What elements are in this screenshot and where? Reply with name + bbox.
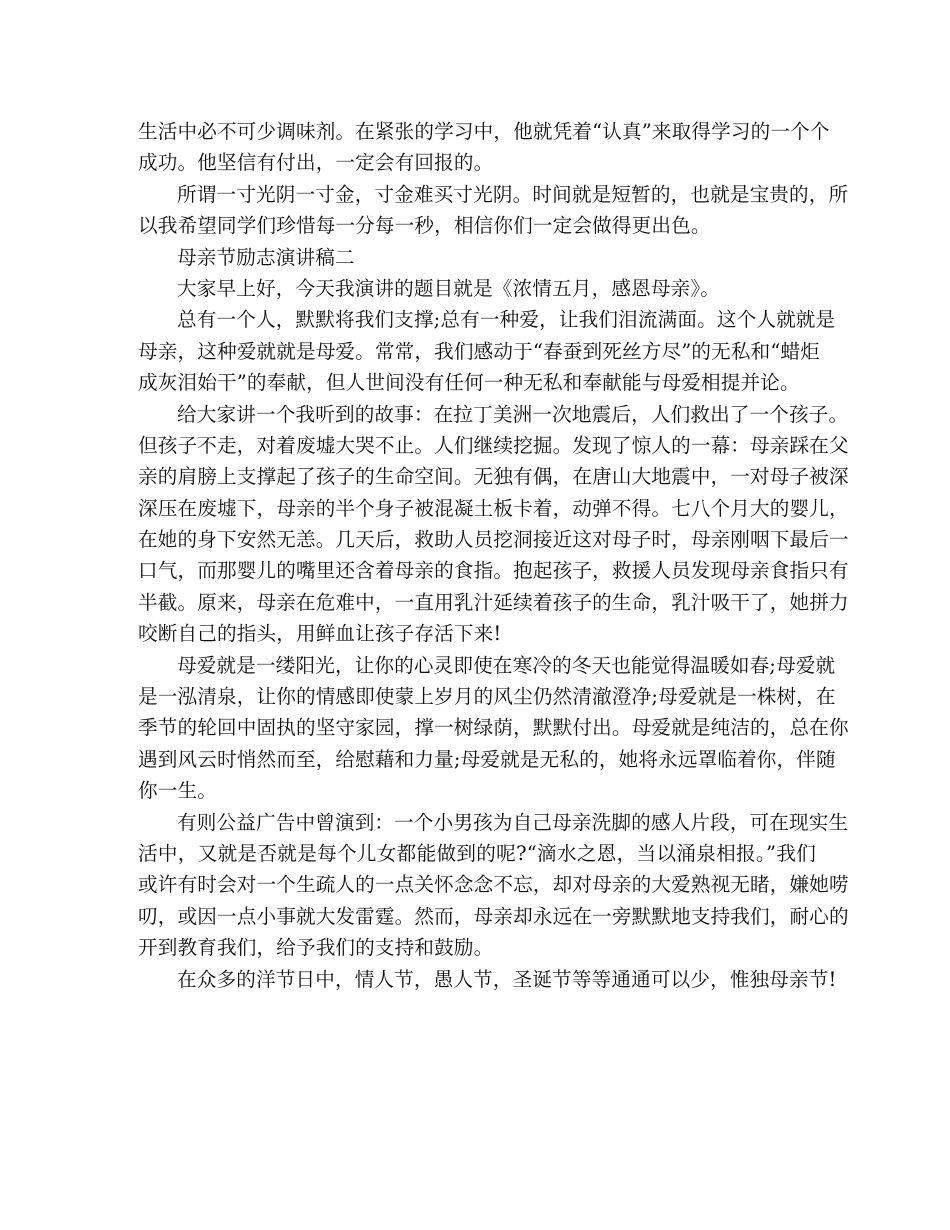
paragraph-1-line-1: 生活中必不可少调味剂。在紧张的学习中，他就凭着“认真”来取得学习的一个个 (138, 120, 830, 143)
paragraph-6-line-3: 亲的肩膀上支撑起了孩子的生命空间。无独有偶，在唐山大地震中，一对母子被深 (138, 465, 849, 489)
paragraph-5-line-3: 成灰泪始干”的奉献，但人世间没有任何一种无私和奉献能与母爱相提并论。 (138, 371, 800, 395)
paragraph-7-line-2: 是一泓清泉，让你的情感即使蒙上岁月的风尘仍然清澈澄净;母爱就是一株树，在 (138, 685, 836, 709)
paragraph-8-line-3: 或许有时会对一个生疏人的一点关怀念念不忘，却对母亲的大爱熟视无睹，嫌她唠 (138, 873, 849, 897)
paragraph-6-line-1: 给大家讲一个我听到的故事：在拉丁美洲一次地震后，人们救出了一个孩子。 (177, 402, 849, 426)
paragraph-6-line-8: 咬断自己的指头，用鲜血让孩子存活下来! (138, 622, 502, 646)
paragraph-6-line-5: 在她的身下安然无恙。几天后，救助人员挖洞接近这对母子时，母亲刚咽下最后一 (138, 528, 849, 552)
paragraph-7-line-1: 母爱就是一缕阳光，让你的心灵即使在寒冷的冬天也能觉得温暖如春;母爱就 (177, 653, 836, 677)
paragraph-7-line-5: 你一生。 (138, 779, 217, 803)
paragraph-8-line-1: 有则公益广告中曾演到：一个小男孩为自己母亲洗脚的感人片段，可在现实生 (177, 810, 849, 834)
paragraph-1-line-2: 成功。他坚信有付出，一定会有回报的。 (138, 151, 494, 175)
paragraph-8-line-2: 活中，又就是否就是每个儿女都能做到的呢?“滴水之恩，当以涌泉相报。”我们 (138, 841, 816, 865)
paragraph-6-line-2: 但孩子不走，对着废墟大哭不止。人们继续挖掘。发现了惊人的一幕：母亲踩在父 (138, 433, 849, 457)
document-body (138, 116, 849, 995)
paragraph-7-line-4: 遇到风云时悄然而至，给慰藉和力量;母爱就是无私的，她将永远罩临着你，伴随 (138, 747, 836, 771)
paragraph-5-line-2: 母亲，这种爱就就是母爱。常常，我们感动于“春蚕到死丝方尽”的无私和“蜡炬 (138, 339, 821, 363)
paragraph-6-line-4: 深压在废墟下，母亲的半个身子被混凝土板卡着，动弹不得。七八个月大的婴儿， (138, 496, 849, 520)
paragraph-4-line-1: 大家早上好，今天我演讲的题目就是《浓情五月，感恩母亲》。 (177, 276, 721, 300)
paragraph-8-line-4: 叨，或因一点小事就大发雷霆。然而，母亲却永远在一旁默默地支持我们，耐心的 (138, 904, 849, 928)
section-heading: 母亲节励志演讲稿二 (177, 245, 355, 269)
paragraph-6-line-7: 半截。原来，母亲在危难中，一直用乳汁延续着孩子的生命，乳汁吸干了，她拼力 (138, 590, 849, 614)
paragraph-8-line-5: 开到教育我们，给予我们的支持和鼓励。 (138, 936, 494, 960)
paragraph-7-line-3: 季节的轮回中固执的坚守家园，撑一树绿荫，默默付出。母爱就是纯洁的，总在你 (138, 716, 849, 740)
paragraph-2-line-2: 以我希望同学们珍惜每一分每一秒，相信你们一定会做得更出色。 (138, 214, 711, 238)
paragraph-2-line-1: 所谓一寸光阴一寸金，寸金难买寸光阴。时间就是短暂的，也就是宝贵的，所 (177, 182, 849, 206)
paragraph-9-line-1: 在众多的洋节日中，情人节，愚人节，圣诞节等等通通可以少，惟独母亲节! (177, 967, 837, 991)
paragraph-6-line-6: 口气，而那婴儿的嘴里还含着母亲的食指。抱起孩子，救援人员发现母亲食指只有 (138, 559, 849, 583)
paragraph-5-line-1: 总有一个人，默默将我们支撑;总有一种爱，让我们泪流满面。这个人就就是 (177, 308, 836, 332)
